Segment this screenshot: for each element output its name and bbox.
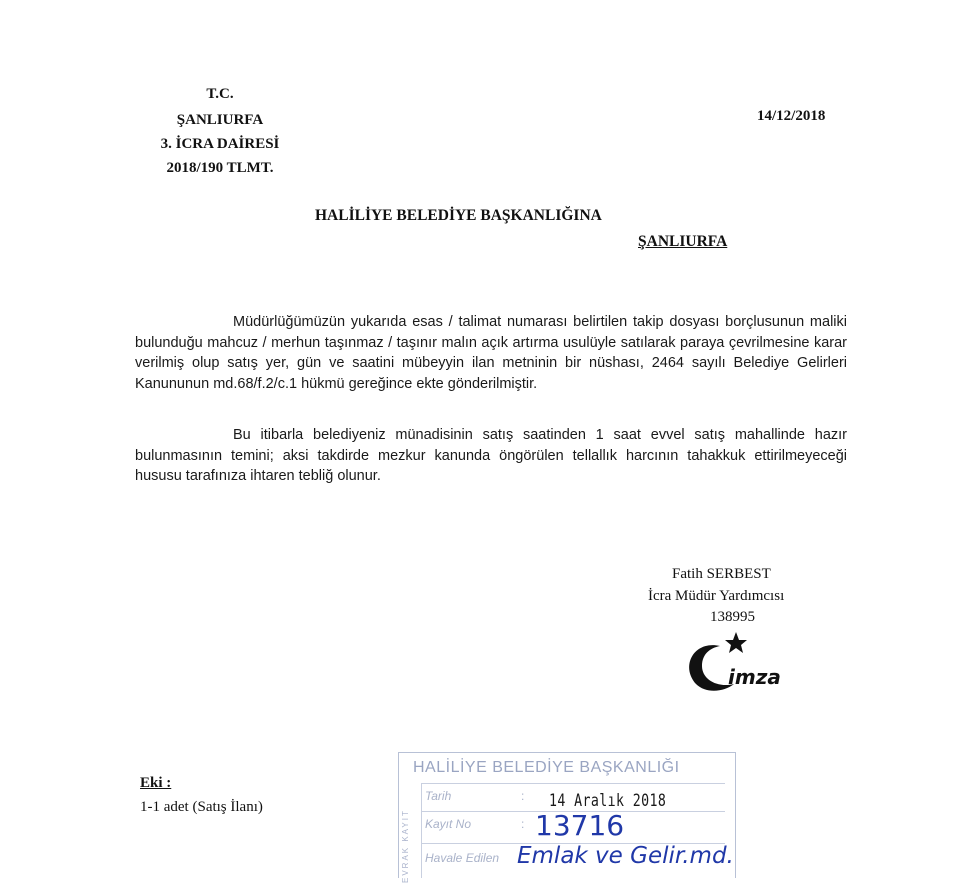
stamp-title: HALİLİYE BELEDİYE BAŞKANLIĞI xyxy=(413,759,680,776)
stamp-date-label: Tarih xyxy=(425,789,452,803)
addressee-city: ŞANLIURFA xyxy=(638,233,728,250)
stamp-referred-label: Havale Edilen xyxy=(425,851,500,865)
e-sign-mark: imza xyxy=(728,665,781,689)
stamp-record-number: 13716 xyxy=(535,809,625,842)
paragraph-1-text: Müdürlüğümüzün yukarıda esas / talimat numarası belirtilen takip dosyası borçlusunun maliki bulunduğu mahcuz / merhun taşınmaz / taşınır malın açık artırma usulüyle satılarak paraya çevrilmesine karar verilmiş olup satış yer, gün ve saatini mübeyyin ilan metninin bir nüshası, 2464 sayılı Belediye Gelirleri Kanununun md.68/f.2/c.1 hükmü gereğince ekte gönderilmiştir. xyxy=(135,314,847,392)
stamp-record-label: Kayıt No xyxy=(425,817,472,831)
document-date: 14/12/2018 xyxy=(757,108,826,124)
header-office: 3. İCRA DAİRESİ xyxy=(160,136,280,152)
stamp-referred-value: Emlak ve Gelir.md. xyxy=(517,843,734,869)
body-paragraph-1 xyxy=(135,312,847,394)
stamp-colon: : xyxy=(521,817,525,831)
signer-number: 138995 xyxy=(710,609,755,625)
attachment-item: 1-1 adet (Satış İlanı) xyxy=(140,799,263,815)
header-tc: T.C. xyxy=(206,86,234,102)
signer-title: İcra Müdür Yardımcısı xyxy=(648,588,785,604)
signer-name: Fatih SERBEST xyxy=(672,566,771,582)
stamp-side-text: EVRAK KAYIT xyxy=(401,809,410,883)
header-city: ŞANLIURFA xyxy=(176,112,264,128)
stamp-divider xyxy=(421,783,422,878)
crescent-star-icon xyxy=(674,626,804,698)
e-signature-logo xyxy=(674,626,804,698)
registry-stamp xyxy=(398,752,736,883)
body-paragraph-2 xyxy=(135,425,847,487)
paragraph-2-text: Bu itibarla belediyeniz münadisinin satış saatinden 1 saat evvel satış mahallinde hazır bulunmasının temini; aksi takdirde mezkur kanunda öngörülen tellallık harcının tahakkuk ettirilmeyeceği hususu tarafınıza ihtaren tebliğ olunur. xyxy=(135,427,847,484)
header-file-number: 2018/190 TLMT. xyxy=(166,160,274,176)
addressee-title: HALİLİYE BELEDİYE BAŞKANLIĞINA xyxy=(315,207,602,224)
stamp-date-value: 14 Aralık 2018 xyxy=(549,791,667,811)
attachment-label: Eki : xyxy=(140,775,172,791)
stamp-colon: : xyxy=(521,789,525,803)
stamp-divider xyxy=(421,783,725,784)
